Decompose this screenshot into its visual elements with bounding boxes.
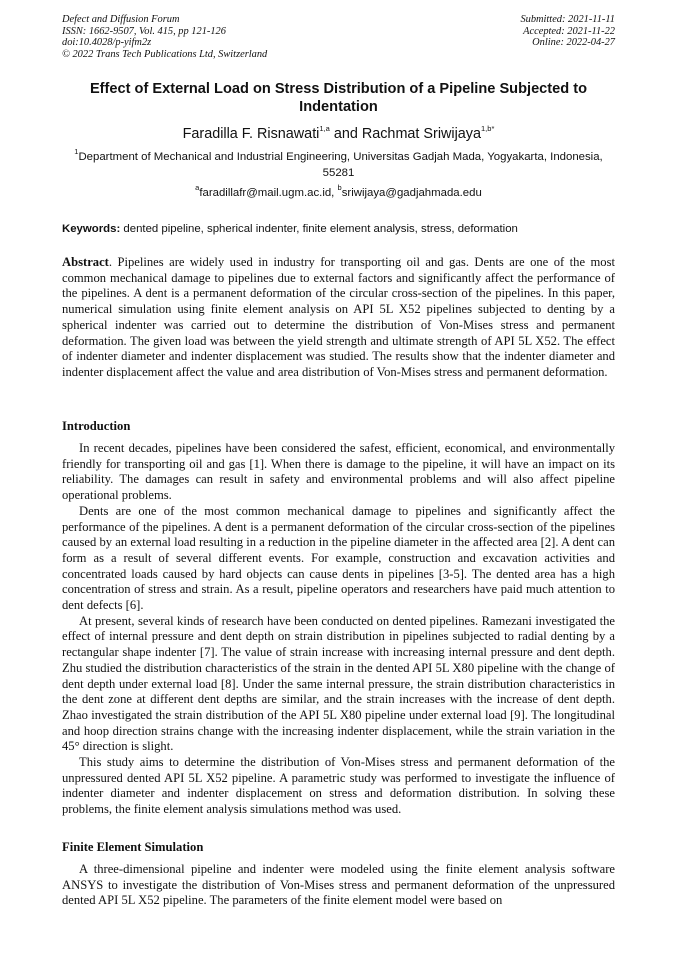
abstract-label: Abstract xyxy=(62,255,109,269)
author-name: Rachmat Sriwijaya xyxy=(361,126,482,142)
publication-info xyxy=(62,14,267,60)
paper-title: Effect of External Load on Stress Distribution of a Pipeline Subjected to Indentation xyxy=(89,81,588,115)
submitted-date: Submitted: 2021-11-11 xyxy=(520,14,615,25)
abstract xyxy=(62,255,615,381)
keywords xyxy=(62,222,615,236)
accepted-date: Accepted: 2021-11-22 xyxy=(523,25,615,37)
online-date: Online: 2022-04-27 xyxy=(532,37,615,49)
paragraph: Dents are one of the most common mechanical damage to pipelines and significantly affect the performance of the pipelines. A dent is a permanent deformation of the circular cross-section of the pipelines caused by an external load resulting in a reduction in the pipeline diameter in the affected area [2]. A dent can form as a result of several different events. For example, construction and excavation activities and concentrated loads caused by hard objects can cause dents in pipelines [3-5]. The dented area has a high concentration of stress and strain. As a result, pipeline operators and researchers have paid much attention to dent defects [6]. xyxy=(62,503,615,613)
email-superscript: b xyxy=(337,183,342,193)
paragraph: In recent decades, pipelines have been considered the safest, efficient, economical, and environmentally friendly for transporting oil and gas [1]. When there is damage to the pipeline, it will have an impact on its reliability. The damages can result in safety and environmental problems and will also affect pipeline operational problems. xyxy=(62,441,615,503)
keywords-label: Keywords: xyxy=(62,223,121,235)
paragraph: At present, several kinds of research have been conducted on dented pipelines. Ramezani investigated the effect of internal pressure and dent depth on strain distribution in pipelines subjected to radial denting by a rectangular shape indenter [7]. The value of strain increase with increasing internal pressure and dent depth. Zhu studied the distribution characteristics of the strain in the dented API 5L X80 pipeline with the change of dent depth under external load [8]. Under the same internal pressure, the strain distribution characteristics in the dent zone at different dent depths are similar, and the strain increases with the increase of dent depth. Zhao investigated the strain distribution of the API 5L X80 pipeline under external load [9]. The longitudinal and hoop direction strains change with the increasing indenter displacement, while the strain variation in the 45° direction is slight. xyxy=(62,613,615,754)
publication-dates xyxy=(520,14,615,49)
finite-element-body xyxy=(62,862,615,909)
author-emails xyxy=(62,183,615,200)
copyright: © 2022 Trans Tech Publications Ltd, Switzerland xyxy=(62,48,268,60)
keywords-text: dented pipeline, spherical indenter, finite element analysis, stress, deformation xyxy=(120,223,518,235)
journal-name: Defect and Diffusion Forum xyxy=(62,14,180,25)
section-heading-introduction: Introduction xyxy=(62,419,131,433)
author-list xyxy=(62,125,615,143)
author-name: Faradilla F. Risnawati xyxy=(182,126,320,142)
doi: doi:10.4028/p-yifm2z xyxy=(62,37,152,49)
email-link[interactable]: sriwijaya@gadjahmada.edu xyxy=(341,187,482,199)
author-conjunction: and xyxy=(329,126,362,142)
section-heading-finite-element: Finite Element Simulation xyxy=(62,840,204,854)
introduction-body xyxy=(62,441,615,818)
email-link[interactable]: faradillafr@mail.ugm.ac.id, xyxy=(199,187,338,199)
abstract-text: . Pipelines are widely used in industry for transporting oil and gas. Dents are one of the most common mechanical damage to pipelines due to external factors and significantly affect the performance of the pipelines. A dent is a permanent deformation of the circular cross-section of the pipelines. In this paper, numerical simulation using finite element analysis on API 5L X52 pipelines subjected to denting by a spherical indenter was carried out to determine the distribution of Von-Mises stress and permanent deformation. The given load was between the yield strength and ultimate strength of API 5L X52. The effect of indenter diameter and indenter displacement was studied. The results show that the indenter diameter and indenter displacement affect the value and area distribution of Von-Mises stress and permanent deformation. xyxy=(62,255,615,379)
author-superscript: 1,b* xyxy=(481,124,495,134)
author-superscript: 1,a xyxy=(319,124,330,134)
email-superscript: a xyxy=(195,183,200,193)
affiliation xyxy=(62,147,615,181)
affiliation-superscript: 1 xyxy=(74,147,79,157)
issn: ISSN: 1662-9507, Vol. 415, pp 121-126 xyxy=(62,25,226,37)
paragraph: This study aims to determine the distribution of Von-Mises stress and permanent deformation of the unpressured dented API 5L X52 pipeline. A parametric study was performed to investigate the influence of indenter diameter and indenter displacement on stress and deformation distribution. In solving these problems, the finite element analysis simulations method was used. xyxy=(62,755,615,817)
paragraph: A three-dimensional pipeline and indenter were modeled using the finite element analysis software ANSYS to investigate the distribution of Von-Mises stress and permanent deformation of the unpressured dented API 5L X52 pipeline. The parameters of the finite element model were based on xyxy=(62,862,615,908)
affiliation-text: Department of Mechanical and Industrial Engineering, Universitas Gadjah Mada, Yogyakarta, Indonesia, 55281 xyxy=(78,151,603,179)
